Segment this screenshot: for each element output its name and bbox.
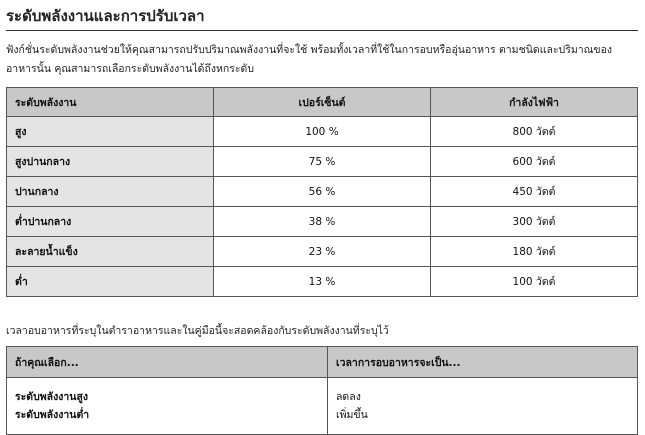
percent-cell: 56 % [214, 177, 431, 207]
level-cell: ต่ำ [7, 267, 214, 297]
percent-cell: 100 % [214, 117, 431, 147]
wattage-cell: 300 วัตต์ [431, 207, 638, 237]
wattage-cell: 450 วัตต์ [431, 177, 638, 207]
choice-cell [7, 378, 328, 435]
wattage-cell: 180 วัตต์ [431, 237, 638, 267]
level-cell: ต่ำปานกลาง [7, 207, 214, 237]
table-row [7, 117, 638, 147]
header-if-you-choose: ถ้าคุณเลือก... [7, 347, 328, 378]
result-decrease: ลดลง [336, 391, 361, 403]
header-wattage: กำลังไฟฟ้า [431, 88, 638, 117]
table-row [7, 207, 638, 237]
table-row [7, 378, 638, 435]
result-increase: เพิ่มขึ้น [336, 409, 368, 421]
wattage-cell: 800 วัตต์ [431, 117, 638, 147]
cooking-time-note: เวลาอบอาหารที่ระบุในตำราอาหารและในคู่มือนี้จะสอดคล้องกับระดับพลังงานที่ระบุไว้ [6, 325, 389, 337]
power-level-table [6, 87, 638, 297]
percent-cell: 75 % [214, 147, 431, 177]
result-cell [328, 378, 638, 435]
wattage-cell: 100 วัตต์ [431, 267, 638, 297]
table-row [7, 267, 638, 297]
level-cell: สูง [7, 117, 214, 147]
header-cooking-time-will-be: เวลาการอบอาหารจะเป็น... [328, 347, 638, 378]
level-cell: ปานกลาง [7, 177, 214, 207]
table-row [7, 237, 638, 267]
title-divider [6, 30, 638, 31]
table-row [7, 147, 638, 177]
header-power-level: ระดับพลังงาน [7, 88, 214, 117]
intro-paragraph: ฟังก์ชั่นระดับพลังงานช่วยให้คุณสามารถปรับปริมาณพลังงานที่จะใช้ พร้อมทั้งเวลาที่ใช้ในการอบหรืออุ่นอาหาร ตามชนิดและปริมาณของอาหารนั้น คุณสามารถเลือกระดับพลังงานได้ถึงหกระดับ [6, 44, 613, 75]
header-percent: เปอร์เซ็นต์ [214, 88, 431, 117]
choice-low: ระดับพลังงานต่ำ [15, 409, 90, 421]
wattage-cell: 600 วัตต์ [431, 147, 638, 177]
table-header-row [7, 88, 638, 117]
page-title: ระดับพลังงานและการปรับเวลา [6, 7, 205, 25]
table-header-row [7, 347, 638, 378]
percent-cell: 13 % [214, 267, 431, 297]
level-cell: ละลายน้ำแข็ง [7, 237, 214, 267]
table-row [7, 177, 638, 207]
cooking-time-table [6, 346, 638, 435]
percent-cell: 38 % [214, 207, 431, 237]
percent-cell: 23 % [214, 237, 431, 267]
choice-high: ระดับพลังงานสูง [15, 391, 88, 403]
level-cell: สูงปานกลาง [7, 147, 214, 177]
